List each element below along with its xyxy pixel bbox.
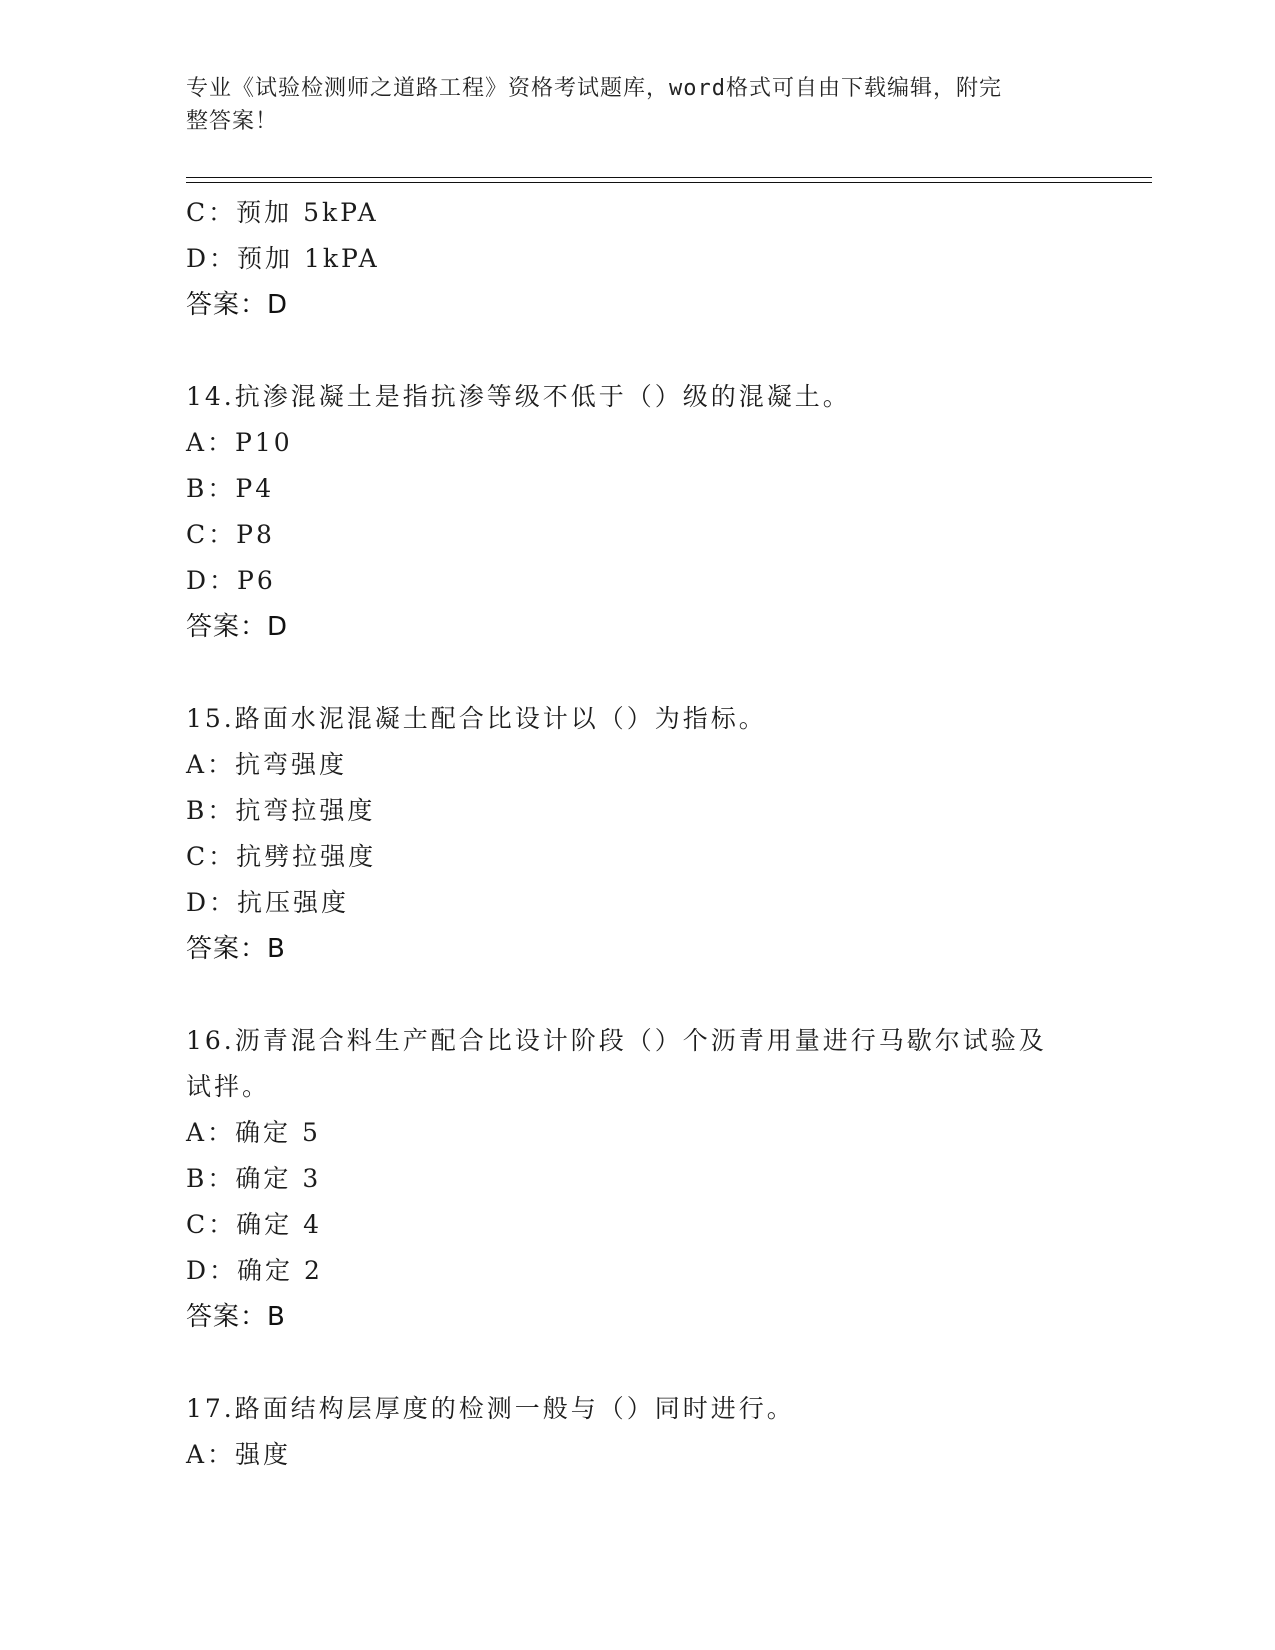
question-15	[186, 696, 1106, 972]
document-header	[186, 72, 1086, 138]
header-line-1: 专业《试验检测师之道路工程》资格考试题库，word格式可自由下载编辑，附完	[186, 76, 1002, 101]
option-b: B：确定 3	[186, 1164, 322, 1193]
option-b: B：P4	[186, 474, 275, 503]
answer: 答案：D	[186, 612, 289, 642]
question-stem: 16.沥青混合料生产配合比设计阶段（）个沥青用量进行马歇尔试验及	[186, 1026, 1047, 1055]
option-a: A：P10	[186, 428, 293, 457]
header-line-2: 整答案！	[186, 109, 279, 134]
question-17	[186, 1386, 1106, 1478]
option-b: B：抗弯拉强度	[186, 796, 376, 825]
header-rule-top	[186, 177, 1152, 178]
option-d: D：预加 1kPA	[186, 244, 380, 273]
option-d: D：确定 2	[186, 1256, 323, 1285]
option-c: C：抗劈拉强度	[186, 842, 377, 871]
question-stem: 15.路面水泥混凝土配合比设计以（）为指标。	[186, 704, 767, 733]
question-14	[186, 374, 1106, 650]
option-a: A：确定 5	[186, 1118, 321, 1147]
question-stem-continued: 试拌。	[186, 1072, 271, 1101]
option-a: A：抗弯强度	[186, 750, 348, 779]
question-16	[186, 1018, 1106, 1340]
option-c: C：预加 5kPA	[186, 198, 379, 227]
option-c: C：确定 4	[186, 1210, 322, 1239]
option-a: A：强度	[186, 1440, 292, 1469]
question-stem: 14.抗渗混凝土是指抗渗等级不低于（）级的混凝土。	[186, 382, 851, 411]
question-stem: 17.路面结构层厚度的检测一般与（）同时进行。	[186, 1394, 795, 1423]
answer: 答案：B	[186, 934, 286, 964]
answer: 答案：D	[186, 290, 289, 320]
header-rule-bottom	[186, 182, 1152, 183]
answer: 答案：B	[186, 1302, 286, 1332]
option-d: D：抗压强度	[186, 888, 350, 917]
prev-question	[186, 190, 1106, 328]
option-d: D：P6	[186, 566, 276, 595]
question-list	[186, 190, 1106, 1478]
option-c: C：P8	[186, 520, 275, 549]
